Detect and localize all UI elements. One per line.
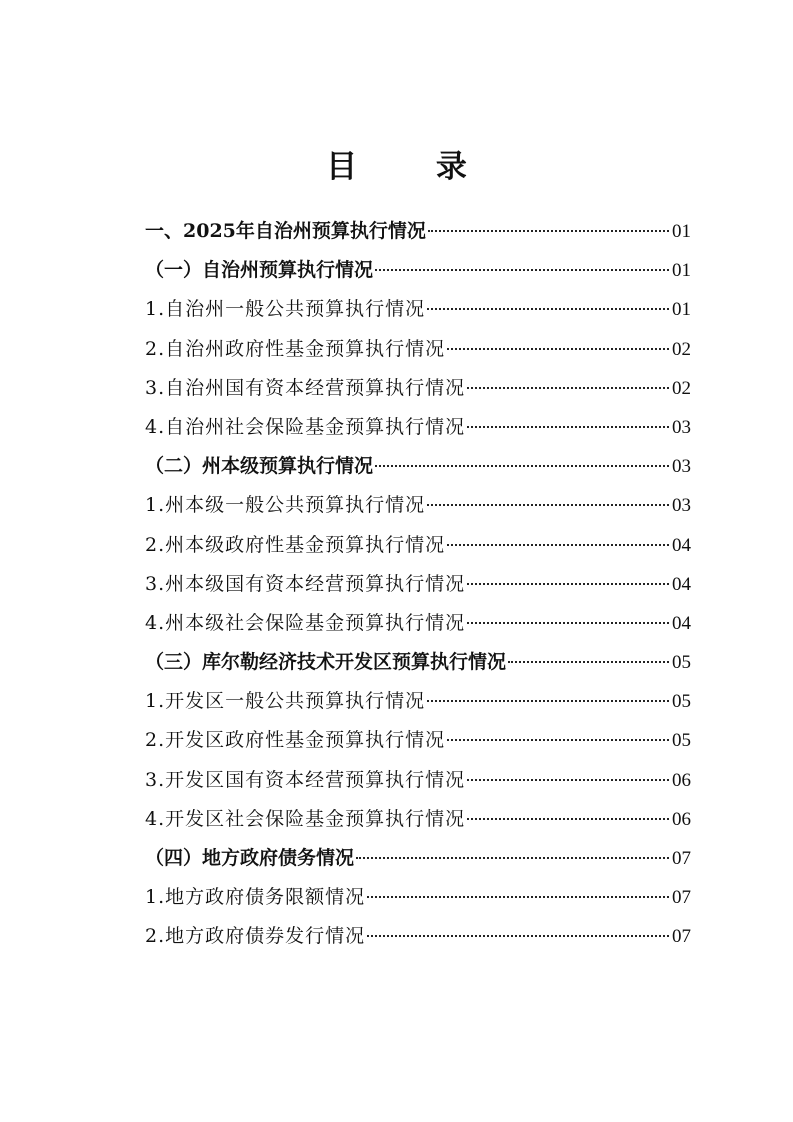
toc-entry-page-number: 01: [672, 299, 691, 321]
toc-entry-page-number: 07: [672, 848, 691, 869]
toc-entry[interactable]: [145, 917, 691, 956]
toc-entry[interactable]: [145, 565, 691, 604]
dot-leader: [367, 935, 669, 937]
toc-entry-label: 3.州本级国有资本经营预算执行情况: [145, 572, 466, 595]
toc-entry-label: 2.州本级政府性基金预算执行情况: [145, 533, 446, 556]
toc-entry-page-number: 03: [672, 495, 691, 517]
dot-leader: [447, 348, 669, 350]
toc-entry-label: 4.州本级社会保险基金预算执行情况: [145, 611, 466, 634]
toc-entry-page-number: 01: [672, 221, 691, 242]
toc-entry[interactable]: [145, 251, 691, 290]
toc-entry[interactable]: [145, 408, 691, 447]
toc-entry[interactable]: [145, 212, 691, 251]
toc-entry-page-number: 04: [672, 534, 691, 556]
toc-entry-label: 4.开发区社会保险基金预算执行情况: [145, 807, 466, 830]
dot-leader: [467, 387, 669, 389]
toc-entry-label: 1.州本级一般公共预算执行情况: [145, 494, 426, 517]
dot-leader: [427, 308, 669, 310]
toc-entry-page-number: 03: [672, 416, 691, 438]
toc-entry-label: （三）库尔勒经济技术开发区预算执行情况: [145, 651, 507, 674]
toc-entry-label: （二）州本级预算执行情况: [145, 455, 374, 478]
dot-leader: [467, 779, 669, 781]
toc-entry[interactable]: [145, 800, 691, 839]
toc-entry-label: 2.开发区政府性基金预算执行情况: [145, 729, 446, 752]
toc-entry-label: 3.自治州国有资本经营预算执行情况: [145, 376, 466, 399]
toc-entry[interactable]: [145, 643, 691, 682]
toc-entry-label: 4.自治州社会保险基金预算执行情况: [145, 415, 466, 438]
toc-entry-label: 1.地方政府债务限额情况: [145, 886, 366, 909]
toc-entry-label: （四）地方政府债务情况: [145, 847, 355, 869]
toc-entry[interactable]: [145, 330, 691, 369]
toc-entry-label: （一）自治州预算执行情况: [145, 259, 374, 282]
toc-entry[interactable]: [145, 369, 691, 408]
dot-leader: [427, 504, 669, 506]
toc-entry-page-number: 01: [672, 260, 691, 282]
toc-entry[interactable]: [145, 839, 691, 878]
toc-entry-page-number: 03: [672, 456, 691, 478]
toc-entry-label: 3.开发区国有资本经营预算执行情况: [145, 768, 466, 791]
dot-leader: [508, 661, 669, 663]
toc-entry-page-number: 05: [672, 730, 691, 752]
dot-leader: [375, 269, 669, 271]
toc-entry[interactable]: [145, 290, 691, 329]
toc-entry[interactable]: [145, 526, 691, 565]
dot-leader: [367, 896, 669, 898]
dot-leader: [356, 857, 669, 859]
toc-entry-label: 一、2025年自治州预算执行情况: [145, 220, 426, 242]
dot-leader: [467, 818, 669, 820]
toc-entry-page-number: 04: [672, 612, 691, 634]
page-title: 目 录: [326, 148, 501, 185]
toc-entry-page-number: 06: [672, 769, 691, 791]
toc-entry[interactable]: [145, 682, 691, 721]
dot-leader: [375, 465, 669, 467]
dot-leader: [447, 544, 669, 546]
toc-entry-label: 1.自治州一般公共预算执行情况: [145, 298, 426, 321]
toc-entry[interactable]: [145, 761, 691, 800]
toc-entry-page-number: 02: [672, 338, 691, 360]
toc-entry-page-number: 07: [672, 887, 691, 909]
table-of-contents: [145, 212, 691, 957]
toc-entry-label: 1.开发区一般公共预算执行情况: [145, 690, 426, 713]
dot-leader: [467, 426, 669, 428]
toc-entry-page-number: 07: [672, 926, 691, 948]
toc-entry[interactable]: [145, 447, 691, 486]
toc-entry[interactable]: [145, 604, 691, 643]
toc-entry-label: 2.地方政府债券发行情况: [145, 925, 366, 948]
dot-leader: [427, 700, 669, 702]
toc-entry-page-number: 02: [672, 377, 691, 399]
dot-leader: [447, 739, 669, 741]
toc-entry-page-number: 06: [672, 808, 691, 830]
toc-entry[interactable]: [145, 878, 691, 917]
toc-entry-page-number: 04: [672, 573, 691, 595]
dot-leader: [428, 230, 669, 232]
toc-entry[interactable]: [145, 486, 691, 525]
toc-entry[interactable]: [145, 721, 691, 760]
dot-leader: [467, 583, 669, 585]
toc-entry-page-number: 05: [672, 691, 691, 713]
toc-entry-label: 2.自治州政府性基金预算执行情况: [145, 337, 446, 360]
dot-leader: [467, 622, 669, 624]
toc-entry-page-number: 05: [672, 652, 691, 674]
